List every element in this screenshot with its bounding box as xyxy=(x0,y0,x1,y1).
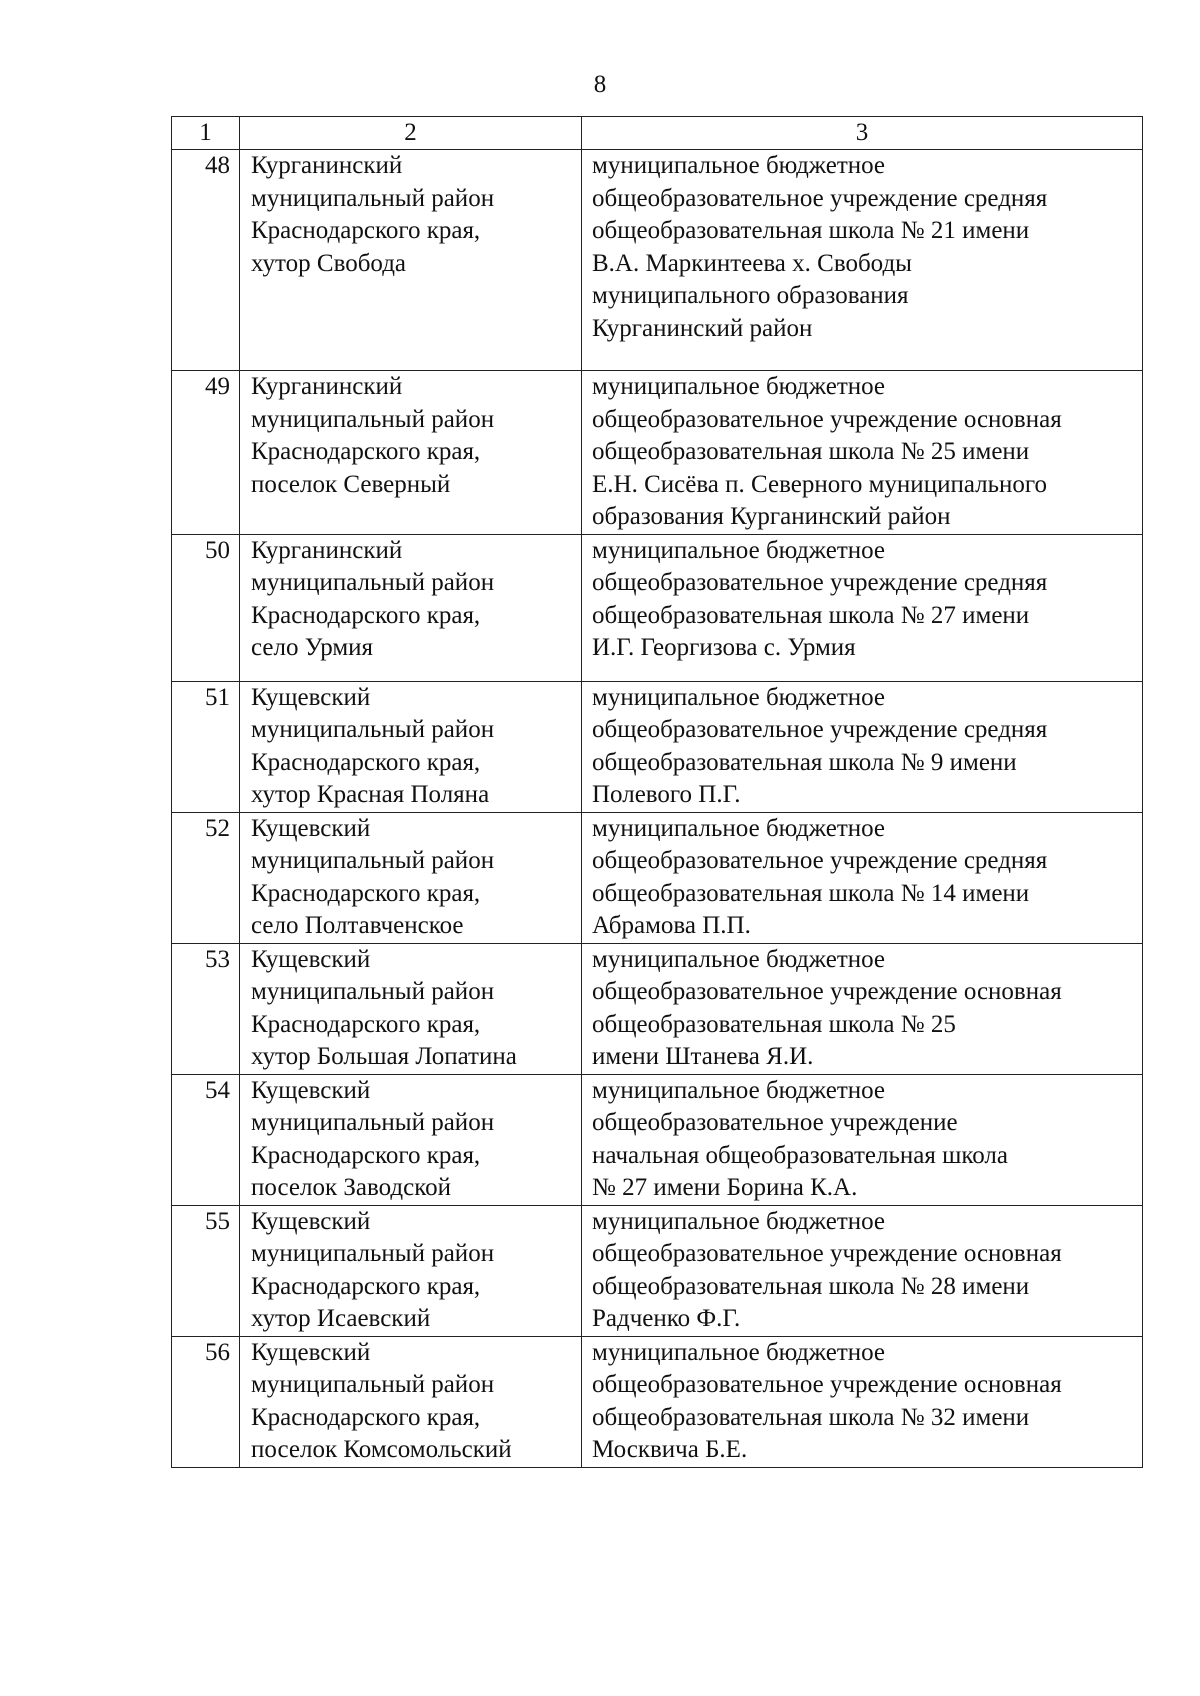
place-line: Кущевский xyxy=(251,814,371,842)
place-line: Курганинский xyxy=(251,536,403,564)
place-line: Кущевский xyxy=(251,683,371,711)
row-number: 53 xyxy=(172,943,240,1074)
school-line: Курганинский район xyxy=(592,314,813,342)
place-line: Кущевский xyxy=(251,945,371,973)
table-row xyxy=(172,1074,1143,1205)
school-line: муниципальное бюджетное xyxy=(592,1338,886,1366)
place-line: Курганинский xyxy=(251,152,403,179)
school-cell xyxy=(582,1336,1143,1467)
school-line: общеобразовательная школа № 9 имени xyxy=(592,748,1017,776)
place-line: Краснодарского края, xyxy=(251,601,481,629)
school-line: муниципальное бюджетное xyxy=(592,945,886,973)
place-line: муниципальный район xyxy=(251,847,495,874)
place-line: Кущевский xyxy=(251,1207,371,1235)
place-line: хутор Свобода xyxy=(251,249,407,277)
row-number: 55 xyxy=(172,1205,240,1336)
school-line: общеобразовательная школа № 25 имени xyxy=(592,438,1030,465)
school-line: образования Курганинский район xyxy=(592,503,951,530)
table-row xyxy=(172,943,1143,1074)
place-line: хутор Исаевский xyxy=(251,1305,431,1332)
school-line: Полевого П.Г. xyxy=(592,781,741,808)
place-cell xyxy=(240,371,582,535)
school-line: общеобразовательное учреждение xyxy=(592,1109,958,1136)
place-line: муниципальный район xyxy=(251,1371,495,1398)
place-cell xyxy=(240,150,582,371)
school-line: общеобразовательное учреждение основная xyxy=(592,1240,1062,1267)
school-line: муниципального образования xyxy=(592,282,909,309)
place-cell xyxy=(240,1205,582,1336)
school-cell xyxy=(582,812,1143,943)
place-line: Краснодарского края, xyxy=(251,1272,481,1300)
header-cell-number: 1 xyxy=(172,117,240,150)
table-row xyxy=(172,371,1143,535)
place-cell xyxy=(240,681,582,812)
place-line: Кущевский xyxy=(251,1338,371,1366)
place-line: поселок Северный xyxy=(251,470,451,498)
school-cell xyxy=(582,943,1143,1074)
place-line: село Полтавченское xyxy=(251,912,464,939)
place-line: поселок Комсомольский xyxy=(251,1436,512,1463)
place-line: хутор Большая Лопатина xyxy=(251,1043,517,1070)
school-line: муниципальное бюджетное xyxy=(592,814,886,842)
place-line: Краснодарского края, xyxy=(251,879,481,907)
school-line: муниципальное бюджетное xyxy=(592,373,886,400)
school-line: муниципальное бюджетное xyxy=(592,683,886,711)
school-line: Москвича Б.Е. xyxy=(592,1436,748,1463)
school-line: общеобразовательное учреждение основная xyxy=(592,405,1062,433)
table-row xyxy=(172,534,1143,681)
place-cell xyxy=(240,534,582,681)
page-number: 8 xyxy=(593,71,607,98)
place-line: муниципальный район xyxy=(251,1109,495,1136)
place-line: Краснодарского края, xyxy=(251,1010,481,1038)
school-line: общеобразовательная школа № 28 имени xyxy=(592,1272,1030,1300)
row-number: 51 xyxy=(172,681,240,812)
school-line: общеобразовательное учреждение основная xyxy=(592,978,1062,1005)
table-row xyxy=(172,150,1143,371)
place-line: муниципальный район xyxy=(251,184,495,212)
place-line: муниципальный район xyxy=(251,716,495,743)
place-line: муниципальный район xyxy=(251,569,495,596)
school-line: И.Г. Георгизова с. Урмия xyxy=(592,634,856,661)
place-line: Кущевский xyxy=(251,1076,371,1104)
table-row xyxy=(172,681,1143,812)
row-number: 52 xyxy=(172,812,240,943)
school-line: Радченко Ф.Г. xyxy=(592,1305,741,1332)
school-line: муниципальное бюджетное xyxy=(592,1076,886,1104)
schools-table xyxy=(171,116,1143,1468)
school-line: начальная общеобразовательная школа xyxy=(592,1141,1008,1169)
school-cell xyxy=(582,681,1143,812)
row-number: 50 xyxy=(172,534,240,681)
place-line: Краснодарского края, xyxy=(251,1403,481,1431)
school-cell xyxy=(582,1074,1143,1205)
place-cell xyxy=(240,812,582,943)
place-cell xyxy=(240,1074,582,1205)
school-line: общеобразовательная школа № 21 имени xyxy=(592,217,1030,244)
school-line: общеобразовательное учреждение средняя xyxy=(592,716,1048,743)
school-line: общеобразовательная школа № 25 xyxy=(592,1010,956,1038)
table-row xyxy=(172,1205,1143,1336)
school-line: Е.Н. Сисёва п. Северного муниципального xyxy=(592,470,1048,498)
row-number: 56 xyxy=(172,1336,240,1467)
place-cell xyxy=(240,1336,582,1467)
school-line: № 27 имени Борина К.А. xyxy=(592,1174,858,1201)
place-cell xyxy=(240,943,582,1074)
school-line: общеобразовательное учреждение средняя xyxy=(592,847,1048,874)
school-line: В.А. Маркинтеева х. Свободы xyxy=(592,249,912,277)
place-line: Краснодарского края, xyxy=(251,438,481,465)
school-cell xyxy=(582,371,1143,535)
school-line: общеобразовательная школа № 14 имени xyxy=(592,879,1030,907)
school-line: общеобразовательная школа № 32 имени xyxy=(592,1403,1030,1431)
place-line: село Урмия xyxy=(251,634,374,661)
place-line: Краснодарского края, xyxy=(251,217,481,244)
table-row xyxy=(172,812,1143,943)
place-line: Краснодарского края, xyxy=(251,748,481,776)
school-cell xyxy=(582,1205,1143,1336)
place-line: Краснодарского края, xyxy=(251,1141,481,1169)
school-line: общеобразовательная школа № 27 имени xyxy=(592,601,1030,629)
school-line: муниципальное бюджетное xyxy=(592,152,886,179)
place-line: муниципальный район xyxy=(251,1240,495,1267)
school-line: общеобразовательное учреждение средняя xyxy=(592,184,1048,212)
place-line: Курганинский xyxy=(251,373,403,400)
table-header-row xyxy=(172,117,1143,150)
school-line: муниципальное бюджетное xyxy=(592,536,886,564)
header-cell-school: 3 xyxy=(582,117,1143,150)
school-line: муниципальное бюджетное xyxy=(592,1207,886,1235)
school-cell xyxy=(582,150,1143,371)
place-line: муниципальный район xyxy=(251,978,495,1005)
school-line: имени Штанева Я.И. xyxy=(592,1043,814,1070)
row-number: 54 xyxy=(172,1074,240,1205)
table-row xyxy=(172,1336,1143,1467)
header-cell-place: 2 xyxy=(240,117,582,150)
school-cell xyxy=(582,534,1143,681)
table-body xyxy=(172,117,1143,1468)
school-line: Абрамова П.П. xyxy=(592,912,751,939)
school-line: общеобразовательное учреждение основная xyxy=(592,1371,1062,1398)
place-line: муниципальный район xyxy=(251,405,495,433)
row-number: 49 xyxy=(172,371,240,535)
row-number: 48 xyxy=(172,150,240,371)
place-line: хутор Красная Поляна xyxy=(251,781,490,808)
school-line: общеобразовательное учреждение средняя xyxy=(592,569,1048,596)
place-line: поселок Заводской xyxy=(251,1174,451,1201)
